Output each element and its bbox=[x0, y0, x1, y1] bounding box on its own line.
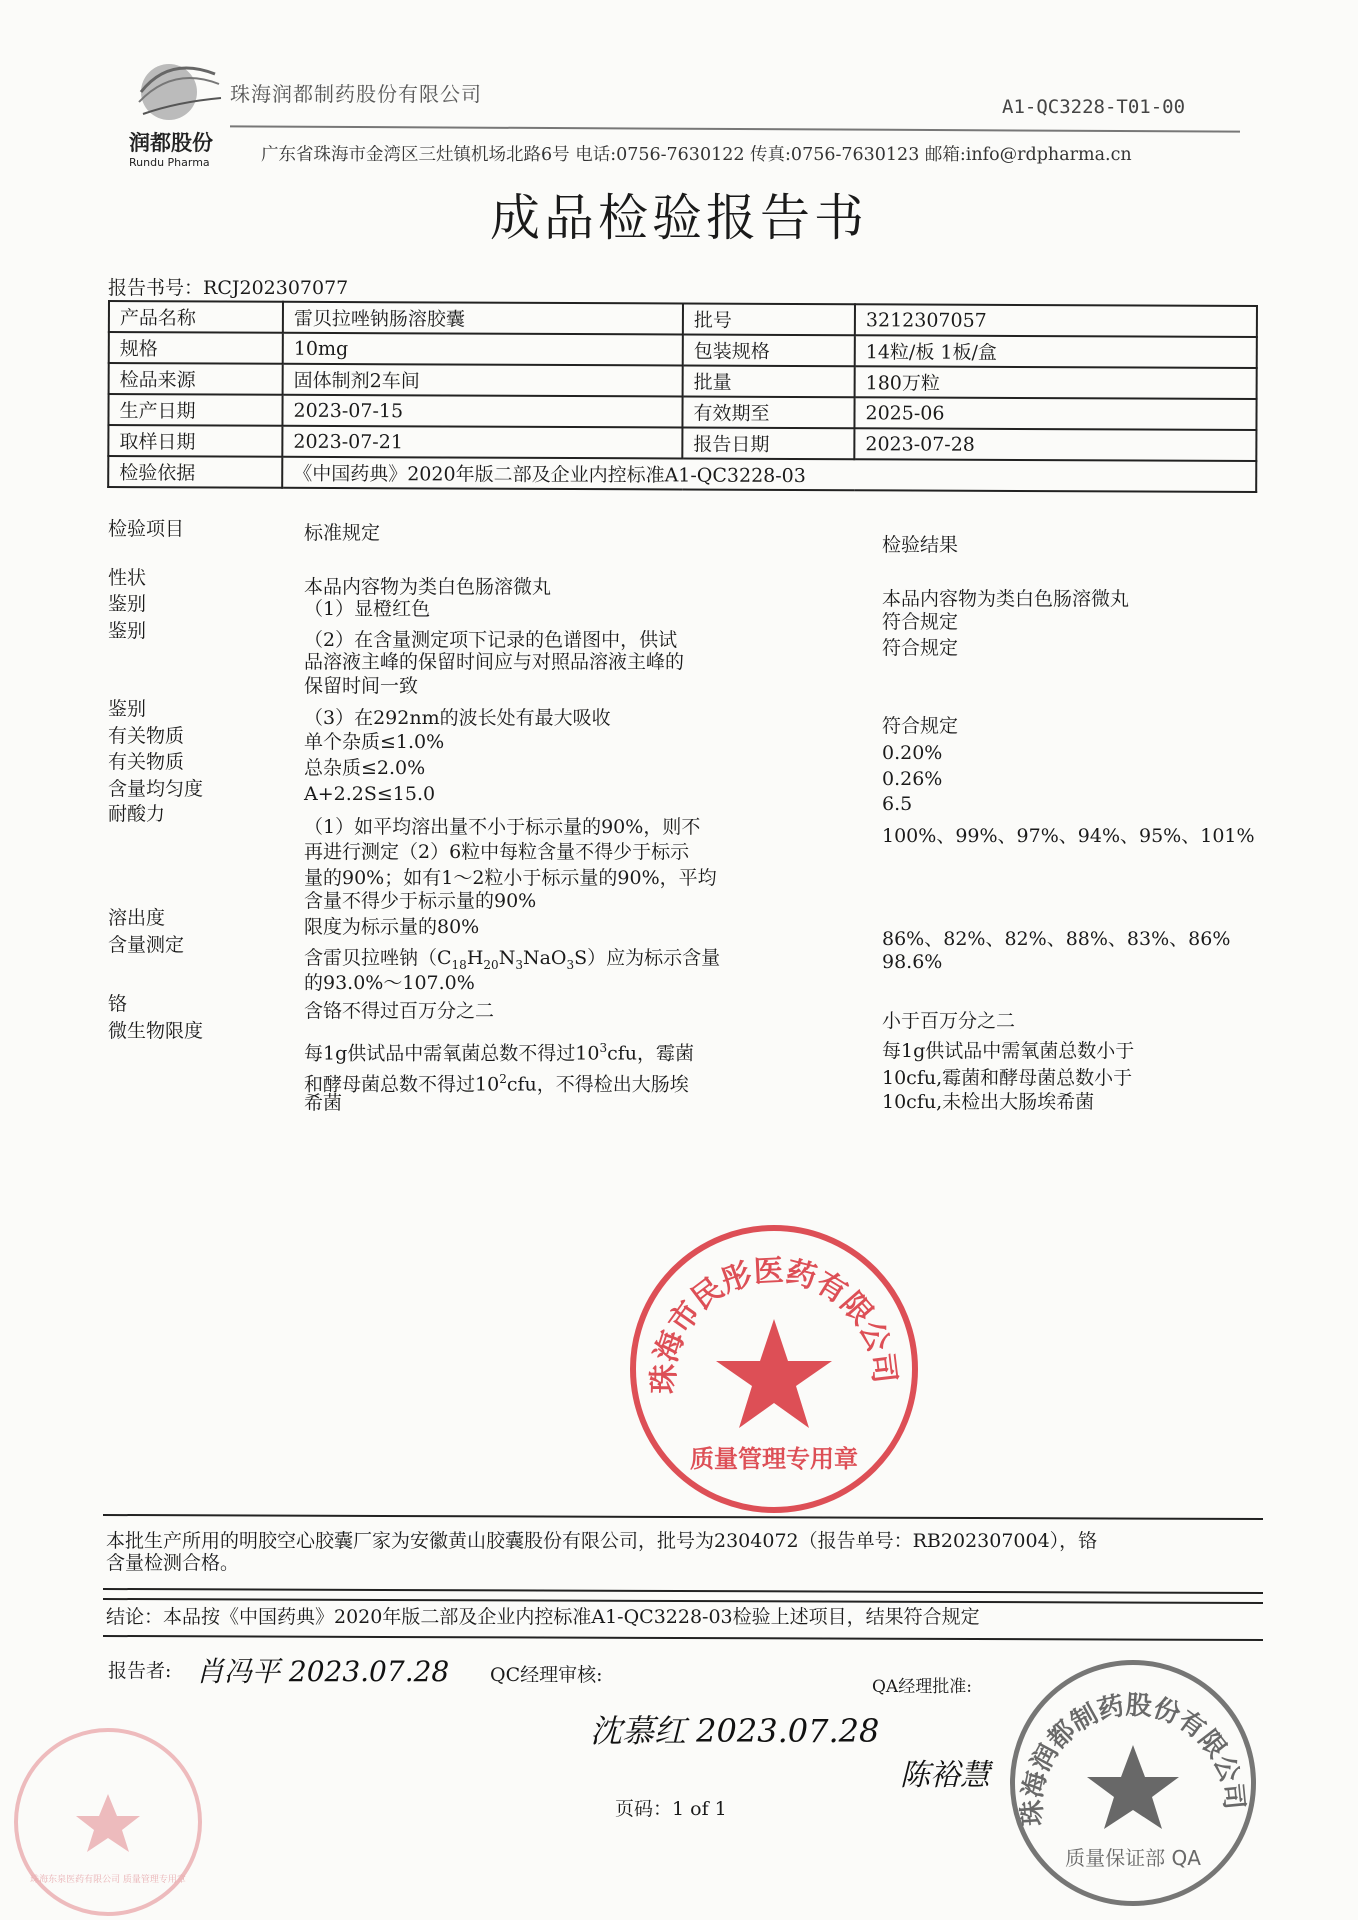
column-header-standard: 标准规定 bbox=[304, 522, 381, 544]
grey-stamp-subtext: 质量保证部 QA bbox=[1065, 1846, 1201, 1870]
report-number-label: 报告书号： bbox=[108, 277, 204, 299]
test-standard-line: 本品内容物为类白色肠溶微丸 bbox=[304, 576, 552, 598]
company-name: 珠海润都制药股份有限公司 bbox=[230, 82, 482, 106]
company-logo bbox=[129, 58, 225, 170]
document-code: A1-QC3228-T01-00 bbox=[1002, 96, 1186, 118]
test-standard-line bbox=[304, 1035, 694, 1066]
mfg-date: 2023-07-15 bbox=[282, 395, 682, 428]
report-number bbox=[108, 273, 348, 300]
svg-text:Rundu Pharma: Rundu Pharma bbox=[129, 156, 210, 169]
expiry: 2025-06 bbox=[854, 397, 1256, 430]
test-standard-line: （3）在292nm的波长处有最大吸收 bbox=[304, 707, 611, 729]
test-result-line: 符合规定 bbox=[882, 611, 959, 633]
sample-date-label: 取样日期 bbox=[108, 425, 282, 457]
test-standard-line: 限度为标示量的80% bbox=[304, 916, 480, 938]
test-standard-line bbox=[304, 1066, 689, 1097]
text-segment: N bbox=[498, 947, 516, 969]
test-standard-line: 含量不得少于标示量的90% bbox=[304, 890, 537, 912]
test-item-label: 有关物质 bbox=[108, 725, 185, 747]
page-title: 成品检验报告书 bbox=[490, 189, 868, 247]
divider bbox=[103, 1635, 1263, 1641]
test-standard-line: 单个杂质≤1.0% bbox=[304, 731, 445, 753]
red-company-stamp bbox=[630, 1225, 918, 1513]
text-segment: S）应为标示含量 bbox=[574, 947, 721, 969]
star-icon bbox=[76, 1794, 140, 1852]
header-divider bbox=[230, 125, 1240, 132]
test-standard-line: 希菌 bbox=[304, 1092, 343, 1114]
column-header-item: 检验项目 bbox=[108, 518, 185, 540]
text-segment: 20 bbox=[483, 957, 499, 972]
batch-size: 180万粒 bbox=[855, 366, 1257, 399]
text-segment: 3 bbox=[599, 1041, 608, 1055]
batch-no: 3212307057 bbox=[855, 304, 1257, 337]
product-name-label: 产品名称 bbox=[109, 301, 283, 333]
test-item-label: 有关物质 bbox=[108, 751, 185, 773]
test-item-label: 鉴别 bbox=[108, 593, 147, 615]
text-segment: 3 bbox=[566, 957, 575, 972]
test-item-label: 耐酸力 bbox=[108, 803, 166, 825]
text-segment: cfu，不得检出大肠埃 bbox=[506, 1073, 689, 1096]
text-segment: 和酵母菌总数不得过10 bbox=[304, 1073, 500, 1096]
test-standard-line: 总杂质≤2.0% bbox=[304, 757, 426, 779]
spec: 10mg bbox=[283, 333, 683, 366]
divider bbox=[103, 1588, 1263, 1594]
text-segment: 含雷贝拉唑钠（C bbox=[304, 947, 452, 969]
capsule-note-line-1: 本批生产所用的明胶空心胶囊厂家为安徽黄山胶囊股份有限公司，批号为2304072（报告单号：RB202307004），铬 bbox=[106, 1530, 1098, 1552]
test-result-line: 10cfu,未检出大肠埃希菌 bbox=[882, 1091, 1095, 1113]
test-standard-line: A+2.2S≤15.0 bbox=[304, 783, 436, 805]
test-item-label: 铬 bbox=[108, 993, 128, 1015]
report-date: 2023-07-28 bbox=[854, 428, 1256, 461]
mfg-date-label: 生产日期 bbox=[108, 394, 282, 426]
batch-no-label: 批号 bbox=[683, 304, 855, 336]
reporter-label: 报告者: bbox=[108, 1660, 172, 1682]
page-number: 页码：1 of 1 bbox=[615, 1798, 727, 1820]
text-segment: 每1g供试品中需氧菌总数不得过10 bbox=[304, 1042, 600, 1065]
test-standard-line: （2）在含量测定项下记录的色谱图中，供试 bbox=[304, 629, 678, 651]
corner-stamp bbox=[14, 1728, 202, 1916]
text-segment: NaO bbox=[522, 947, 567, 969]
test-standard-line: 的93.0%～107.0% bbox=[304, 972, 475, 994]
test-result-line: 100%、99%、97%、94%、95%、101% bbox=[882, 825, 1255, 847]
reporter-signature: 肖冯平 2023.07.28 bbox=[196, 1655, 450, 1688]
product-info-table bbox=[107, 300, 1258, 493]
test-result-line: 符合规定 bbox=[882, 715, 959, 737]
test-standard-line: （1）显橙红色 bbox=[304, 598, 431, 620]
test-result-line: 本品内容物为类白色肠溶微丸 bbox=[882, 588, 1130, 610]
text-segment: 2 bbox=[499, 1072, 507, 1086]
basis: 《中国药典》2020年版二部及企业内控标准A1-QC3228-03 bbox=[282, 457, 1256, 492]
test-standard-line: 保留时间一致 bbox=[304, 675, 419, 697]
test-item-label: 含量均匀度 bbox=[108, 778, 204, 800]
star-icon bbox=[716, 1319, 832, 1428]
red-stamp-text: 珠海市民彤医药有限公司 bbox=[646, 1253, 902, 1395]
report-date-label: 报告日期 bbox=[682, 428, 854, 460]
expiry-label: 有效期至 bbox=[682, 397, 854, 429]
text-segment: 3 bbox=[515, 957, 523, 972]
svg-text:润都股份: 润都股份 bbox=[129, 131, 213, 155]
qc-manager-label: QC经理审核: bbox=[490, 1664, 603, 1686]
test-item-label: 含量测定 bbox=[108, 934, 185, 956]
company-address: 广东省珠海市金湾区三灶镇机场北路6号 电话:0756-7630122 传真:0756-7630123 邮箱:info@rdpharma.cn bbox=[261, 145, 1132, 165]
test-standard-line: 量的90%；如有1～2粒小于标示量的90%，平均 bbox=[304, 867, 717, 889]
capsule-note-line-2: 含量检测合格。 bbox=[106, 1552, 240, 1574]
batch-size-label: 批量 bbox=[683, 366, 855, 398]
sample-date: 2023-07-21 bbox=[282, 426, 682, 459]
qa-signature: 陈裕慧 bbox=[900, 1758, 990, 1793]
test-item-label: 溶出度 bbox=[108, 907, 166, 929]
conclusion: 结论：本品按《中国药典》2020年版二部及企业内控标准A1-QC3228-03检验上述项目，结果符合规定 bbox=[106, 1606, 980, 1628]
star-icon bbox=[1087, 1745, 1179, 1829]
report-number-value: RCJ202307077 bbox=[203, 277, 349, 299]
package: 14粒/板 1板/盒 bbox=[855, 335, 1257, 368]
basis-label: 检验依据 bbox=[108, 456, 282, 488]
text-segment: cfu，霉菌 bbox=[607, 1042, 694, 1065]
qa-manager-label: QA经理批准: bbox=[872, 1677, 972, 1697]
source-label: 检品来源 bbox=[109, 363, 283, 395]
test-standard-line: 含铬不得过百万分之二 bbox=[304, 1000, 495, 1022]
test-result-line: 符合规定 bbox=[882, 637, 959, 659]
test-result-line: 小于百万分之二 bbox=[882, 1010, 1016, 1032]
test-result-line: 10cfu,霉菌和酵母菌总数小于 bbox=[882, 1067, 1133, 1089]
test-result-line: 0.20% bbox=[882, 742, 943, 764]
qc-signature: 沈慕红 2023.07.28 bbox=[590, 1712, 880, 1750]
test-result-line: 0.26% bbox=[882, 768, 943, 790]
test-standard-line: 再进行测定（2）6粒中每粒含量不得少于标示 bbox=[304, 841, 690, 863]
test-result-line: 每1g供试品中需氧菌总数小于 bbox=[882, 1040, 1135, 1062]
test-standard-line: 品溶液主峰的保留时间应与对照品溶液主峰的 bbox=[304, 651, 685, 673]
test-result-line: 86%、82%、82%、88%、83%、86% bbox=[882, 928, 1231, 950]
test-item-label: 鉴别 bbox=[108, 698, 147, 720]
test-item-label: 鉴别 bbox=[108, 620, 147, 642]
grey-stamp-text: 珠海润都制药股份有限公司 bbox=[1017, 1690, 1249, 1827]
test-standard-line: （1）如平均溶出量不小于标示量的90%，则不 bbox=[304, 816, 701, 838]
source: 固体制剂2车间 bbox=[283, 364, 683, 397]
test-result-line: 6.5 bbox=[882, 793, 913, 815]
red-stamp-subtext: 质量管理专用章 bbox=[690, 1445, 858, 1473]
test-item-label: 微生物限度 bbox=[108, 1020, 204, 1042]
test-item-label: 性状 bbox=[108, 567, 147, 589]
corner-stamp-text: 珠海东泉医药有限公司 质量管理专用章 bbox=[30, 1875, 186, 1885]
test-result-line: 98.6% bbox=[882, 951, 943, 973]
text-segment: 18 bbox=[451, 957, 467, 972]
product-name: 雷贝拉唑钠肠溶胶囊 bbox=[283, 302, 683, 335]
qa-department-stamp bbox=[1010, 1660, 1256, 1906]
column-header-result: 检验结果 bbox=[882, 534, 959, 556]
package-label: 包装规格 bbox=[683, 335, 855, 367]
spec-label: 规格 bbox=[109, 332, 283, 364]
text-segment: H bbox=[466, 947, 484, 969]
divider bbox=[103, 1514, 1263, 1520]
